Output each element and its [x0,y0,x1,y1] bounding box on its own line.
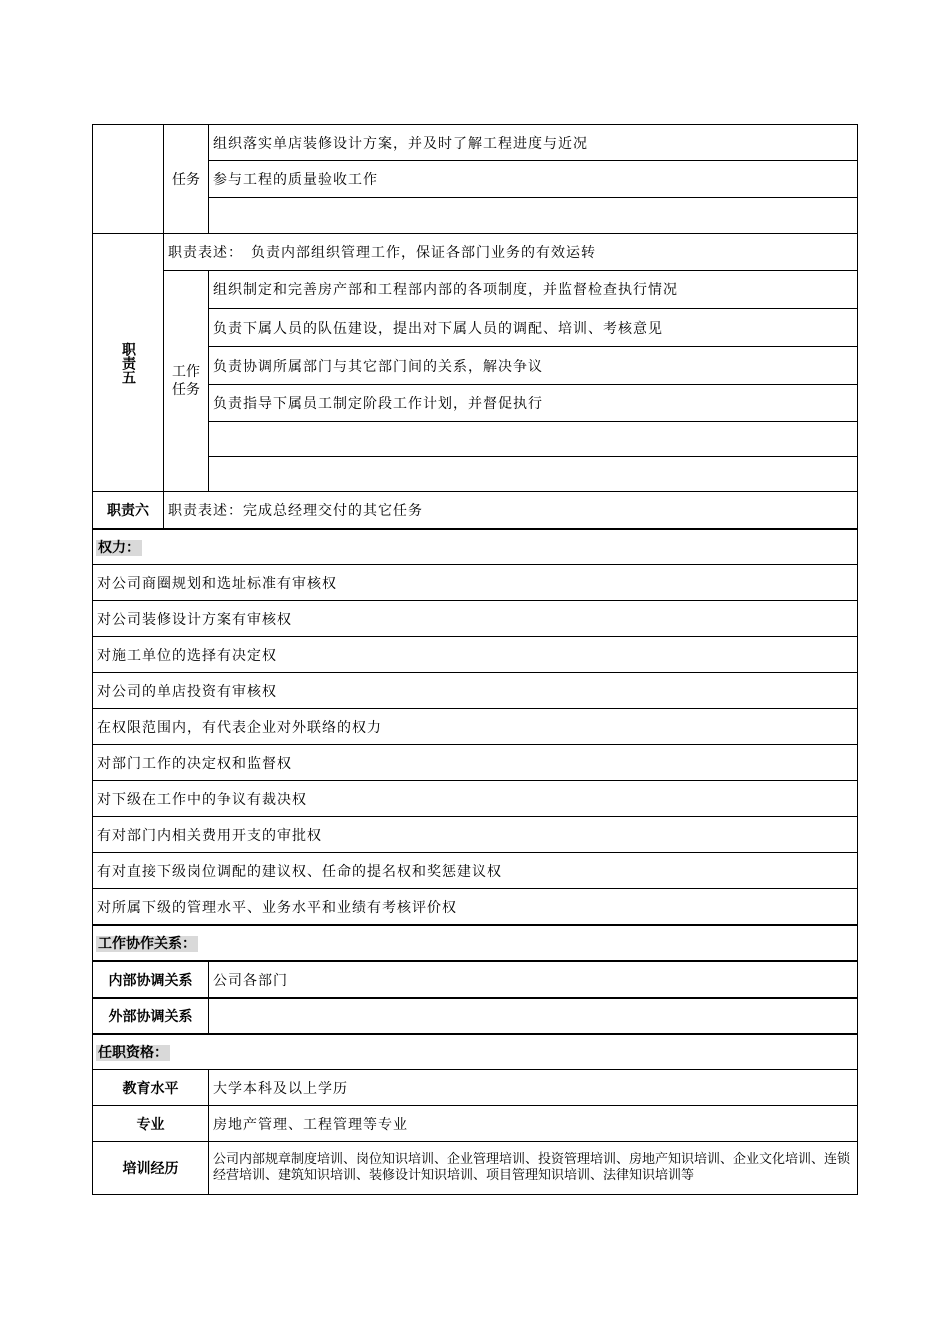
duty6-statement: 职责表述：完成总经理交付的其它任务 [168,503,423,519]
duty6-label: 职责六 [107,503,149,519]
qualifications-header: 任职资格： [98,1045,168,1061]
training-row [92,1142,858,1195]
power-row: 对施工单位的选择有决定权 [92,637,858,673]
duty5-task-label-line1: 工作 [172,363,200,380]
power-row: 在权限范围内，有代表企业对外联络的权力 [92,709,858,745]
duty5-task-row: 负责指导下属员工制定阶段工作计划，并督促执行 [209,385,857,422]
duty4-task-label-cell [164,125,209,233]
duty5-task-row: 组织制定和完善房产部和工程部内部的各项制度，并监督检查执行情况 [209,270,857,309]
duty5-task-list [209,270,857,491]
duty6-row [92,492,858,530]
duty4-label-cell [93,125,164,233]
power-row: 对公司的单店投资有审核权 [92,673,858,709]
power-row: 对部门工作的决定权和监督权 [92,745,858,781]
education-label: 教育水平 [122,1080,179,1097]
qualifications-header-row [92,1035,858,1070]
duty4-task-label: 任务 [172,172,200,188]
duty5-task-row: 负责下属人员的队伍建设，提出对下属人员的调配、培训、考核意见 [209,309,857,347]
relations-header-row [92,926,858,962]
power-row: 对所属下级的管理水平、业务水平和业绩有考核评价权 [92,889,858,926]
duty6-statement-cell [164,492,857,528]
duty4-task-list [209,125,857,233]
internal-relation-value: 公司各部门 [213,972,288,989]
powers-header: 权力： [98,540,140,556]
duty4-task-row: 组织落实单店装修设计方案，并及时了解工程进度与近况 [209,125,857,161]
job-description-table [92,124,858,1195]
major-row [92,1106,858,1142]
duty4-block [92,124,858,234]
education-value: 大学本科及以上学历 [213,1080,348,1097]
duty5-task-label-cell [164,270,209,491]
internal-relation-label: 内部协调关系 [108,972,193,989]
power-row: 对公司商圈规划和选址标准有审核权 [92,565,858,601]
powers-header-row [92,530,858,565]
education-row [92,1070,858,1106]
training-value: 公司内部规章制度培训、岗位知识培训、企业管理培训、投资管理培训、房地产知识培训、企业文化培训、连锁经营培训、建筑知识培训、装修设计知识培训、项目管理知识培训、法律知识培训等 [213,1152,851,1183]
power-row: 有对直接下级岗位调配的建议权、任命的提名权和奖惩建议权 [92,853,858,889]
duty5-task-row [209,457,857,492]
major-label: 专业 [136,1116,165,1133]
duty5-block [92,234,858,492]
duty5-statement-row [164,234,857,271]
duty5-task-label-line2: 任务 [172,381,200,398]
training-label: 培训经历 [122,1161,179,1177]
duty5-label: 职责五 [120,341,136,384]
power-row: 有对部门内相关费用开支的审批权 [92,817,858,853]
duty5-label-cell [93,234,164,491]
duty4-task-row [209,198,857,235]
power-row: 对下级在工作中的争议有裁决权 [92,781,858,817]
duty6-label-cell [93,492,164,528]
duty5-task-row [209,422,857,457]
duty5-task-row: 负责协调所属部门与其它部门间的关系，解决争议 [209,347,857,385]
external-relation-row [92,999,858,1035]
major-value: 房地产管理、工程管理等专业 [213,1116,408,1133]
power-row: 对公司装修设计方案有审核权 [92,601,858,637]
duty4-task-row: 参与工程的质量验收工作 [209,161,857,198]
internal-relation-row [92,962,858,999]
duty5-statement: 职责表述： 负责内部组织管理工作，保证各部门业务的有效运转 [168,245,596,261]
relations-header: 工作协作关系： [98,936,196,952]
external-relation-label: 外部协调关系 [108,1009,193,1025]
